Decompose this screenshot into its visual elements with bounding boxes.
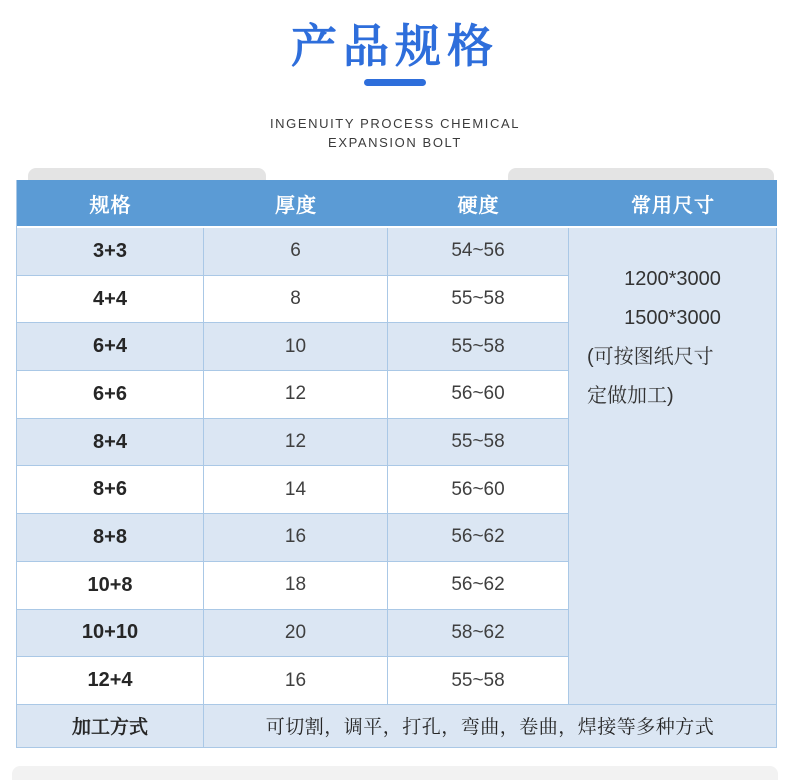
subtitle-line-2: EXPANSION BOLT — [328, 135, 462, 150]
table-cell-hardness: 56~60 — [388, 466, 569, 514]
common-size-line: 定做加工) — [587, 385, 674, 407]
table-cell-thickness: 12 — [204, 419, 388, 467]
table-cell-hardness: 56~62 — [388, 562, 569, 610]
table-cell-thickness: 16 — [204, 657, 388, 705]
table-cell-hardness: 58~62 — [388, 610, 569, 658]
col-header-common-size: 常用尺寸 — [569, 180, 777, 228]
process-method-label: 加工方式 — [17, 705, 204, 748]
table-cell-spec: 8+6 — [17, 466, 204, 514]
table-cell-thickness: 20 — [204, 610, 388, 658]
table-cell-hardness: 56~60 — [388, 371, 569, 419]
subtitle — [0, 114, 790, 152]
table-cell-thickness: 18 — [204, 562, 388, 610]
table-cell-spec: 6+6 — [17, 371, 204, 419]
table-cell-hardness: 56~62 — [388, 514, 569, 562]
table-cell-thickness: 16 — [204, 514, 388, 562]
common-size-line: 1500*3000 — [624, 307, 721, 329]
page-title: 产品规格 — [291, 20, 499, 72]
common-size-line: 1200*3000 — [624, 268, 721, 290]
title-underline-dash — [364, 79, 426, 86]
table-cell-spec: 12+4 — [17, 657, 204, 705]
table-cell-spec: 8+4 — [17, 419, 204, 467]
bottom-section-edge — [12, 766, 778, 780]
table-cell-hardness: 55~58 — [388, 419, 569, 467]
table-cell-thickness: 14 — [204, 466, 388, 514]
subtitle-line-1: INGENUITY PROCESS CHEMICAL — [269, 116, 521, 131]
table-cell-spec: 6+4 — [17, 323, 204, 371]
table-cell-spec: 4+4 — [17, 276, 204, 324]
col-header-thickness: 厚度 — [204, 180, 388, 228]
table-cell-spec: 8+8 — [17, 514, 204, 562]
table-cell-hardness: 55~58 — [388, 657, 569, 705]
table-cell-thickness: 10 — [204, 323, 388, 371]
table-cell-hardness: 55~58 — [388, 323, 569, 371]
table-cell-thickness: 6 — [204, 228, 388, 276]
table-cell-thickness: 8 — [204, 276, 388, 324]
table-cell-spec: 10+10 — [17, 610, 204, 658]
common-size-line: (可按图纸尺寸 — [587, 346, 714, 368]
spec-table — [16, 180, 776, 748]
common-size-cell — [569, 228, 777, 705]
process-method-value: 可切割，调平，打孔，弯曲，卷曲，焊接等多种方式 — [204, 705, 777, 748]
table-cell-spec: 3+3 — [17, 228, 204, 276]
table-cell-spec: 10+8 — [17, 562, 204, 610]
table-cell-thickness: 12 — [204, 371, 388, 419]
col-header-hardness: 硬度 — [388, 180, 569, 228]
table-cell-hardness: 54~56 — [388, 228, 569, 276]
table-cell-hardness: 55~58 — [388, 276, 569, 324]
col-header-spec: 规格 — [17, 180, 204, 228]
